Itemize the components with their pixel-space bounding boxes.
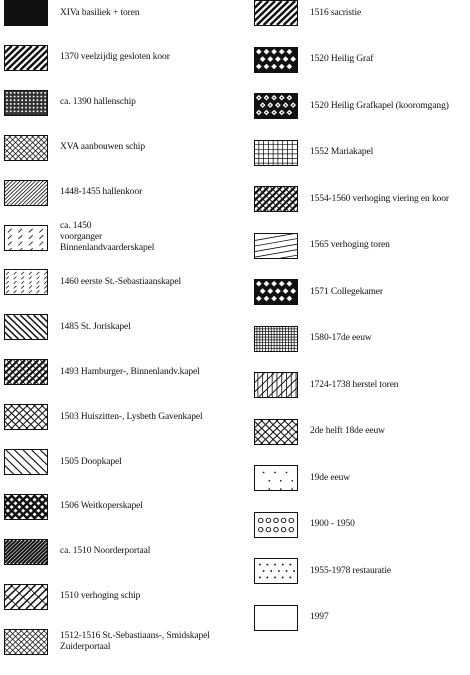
legend-label — [310, 566, 391, 577]
legend-item — [4, 359, 200, 385]
legend-label-line: 1565 verhoging toren — [310, 240, 390, 250]
legend-label — [60, 591, 140, 602]
legend-swatch — [4, 45, 48, 71]
legend-label — [60, 367, 200, 378]
legend-item — [254, 605, 329, 631]
legend-swatch — [254, 186, 298, 212]
legend-swatch — [254, 0, 298, 26]
legend-item — [254, 465, 350, 491]
legend-swatch — [4, 494, 48, 520]
legend-swatch — [254, 93, 298, 119]
legend-swatch — [4, 359, 48, 385]
legend-swatch — [254, 140, 298, 166]
legend-label-line: 1503 Huiszitten-, Lysbeth Gavenkapel — [60, 411, 203, 422]
legend-swatch — [4, 539, 48, 565]
legend-label — [60, 412, 203, 423]
legend-label-line: Zuiderportaal — [60, 641, 111, 652]
legend-label — [310, 101, 449, 112]
hatch-pattern — [255, 234, 297, 258]
legend-label-line: 1485 St. Joriskapel — [60, 321, 131, 332]
legend-label-line: 1370 veelzijdig gesloten koor — [60, 52, 170, 63]
legend-item — [254, 47, 373, 73]
legend-item — [4, 584, 140, 610]
legend-item — [254, 279, 383, 305]
legend-label — [60, 8, 140, 19]
legend-swatch — [254, 558, 298, 584]
legend-swatch — [254, 279, 298, 305]
legend-label — [60, 631, 210, 653]
legend-label — [60, 322, 131, 333]
legend-label — [310, 287, 383, 298]
hatch-pattern — [5, 540, 47, 564]
legend-swatch — [254, 419, 298, 445]
hatch-pattern — [5, 46, 47, 70]
legend-item — [254, 186, 449, 212]
legend-label-line: 2de helft 18de eeuw — [310, 426, 385, 436]
legend-label — [310, 194, 449, 205]
legend-label — [310, 240, 390, 251]
hatch-pattern — [5, 405, 47, 429]
legend-label-line: 1900 - 1950 — [310, 519, 355, 529]
legend-label — [310, 54, 373, 65]
legend-swatch — [254, 326, 298, 352]
hatch-pattern — [5, 181, 47, 205]
hatch-pattern — [255, 327, 297, 351]
legend-item — [4, 135, 145, 161]
legend-label-line: 1520 Heilig Grafkapel (kooromgang) — [310, 100, 449, 111]
legend-item — [254, 93, 449, 119]
legend-label-line: 19de eeuw — [310, 472, 350, 483]
legend-swatch — [254, 47, 298, 73]
legend-item — [4, 0, 140, 26]
legend-label — [60, 142, 145, 153]
hatch-pattern — [5, 495, 47, 519]
legend-item — [254, 326, 372, 352]
legend-label — [60, 97, 136, 108]
legend-label — [60, 546, 150, 557]
hatch-pattern — [5, 270, 47, 294]
legend-swatch — [254, 233, 298, 259]
legend-item — [254, 372, 398, 398]
legend-label — [310, 612, 329, 623]
legend-item — [4, 314, 131, 340]
legend-item — [4, 449, 122, 475]
hatch-pattern — [255, 513, 297, 537]
legend-swatch — [254, 465, 298, 491]
legend-item — [4, 629, 210, 655]
hatch-pattern — [255, 1, 297, 25]
legend-item — [254, 140, 373, 166]
legend-swatch — [4, 135, 48, 161]
legend-label-line: 1997 — [310, 612, 329, 622]
legend-swatch — [4, 404, 48, 430]
hatch-pattern — [5, 136, 47, 160]
legend-label-line: XVA aanbouwen schip — [60, 142, 145, 153]
legend-label-line: 1510 verhoging schip — [60, 591, 141, 602]
legend-label-line: 1520 Heilig Graf — [310, 54, 374, 64]
legend-swatch — [4, 180, 48, 206]
legend-label-line: Binnenlandvaarderskapel — [60, 243, 155, 253]
legend-swatch — [4, 269, 48, 295]
hatch-pattern — [5, 450, 47, 474]
legend-label-line: 1460 eerste St.-Sebastiaanskapel — [60, 276, 182, 287]
hatch-pattern — [255, 187, 297, 211]
legend-item — [254, 0, 361, 26]
legend-label-line: 1516 sacristie — [310, 7, 362, 18]
legend-label-line: ca. 1510 Noorderportaal — [60, 546, 151, 557]
legend-item — [254, 419, 385, 445]
legend-label-line: ca. 1390 hallenschip — [60, 97, 136, 108]
hatch-pattern — [5, 630, 47, 654]
legend-item — [4, 90, 136, 116]
legend-label — [310, 380, 398, 391]
hatch-pattern — [255, 420, 297, 444]
legend-label-line: 1505 Doopkapel — [60, 456, 122, 467]
legend-label — [60, 52, 170, 63]
legend-swatch — [254, 372, 298, 398]
legend-label-line: 1724-1738 herstel toren — [310, 379, 399, 390]
legend-label-line: 1955-1978 restauratie — [310, 565, 391, 576]
hatch-pattern — [5, 585, 47, 609]
legend-item — [254, 558, 391, 584]
legend-label-line: 1506 Weitkoperskapel — [60, 501, 143, 512]
hatch-pattern — [5, 226, 47, 250]
legend-label — [60, 221, 154, 254]
legend-swatch — [4, 629, 48, 655]
legend-label-line: 1512-1516 St.-Sebastiaans-, Smidskapel — [60, 630, 210, 641]
hatch-pattern — [255, 466, 297, 490]
legend-label — [310, 426, 385, 437]
hatch-pattern — [255, 48, 297, 72]
legend-label — [60, 277, 181, 288]
hatch-pattern — [5, 91, 47, 115]
hatch-pattern — [255, 373, 297, 397]
hatch-pattern — [255, 606, 297, 630]
legend-item — [4, 539, 150, 565]
legend-swatch — [4, 225, 48, 251]
hatch-pattern — [5, 315, 47, 339]
legend-label — [310, 519, 355, 530]
legend-label-line: ca. 1450 — [60, 221, 92, 231]
legend-label-line: 1552 Mariakapel — [310, 147, 374, 157]
legend-item — [254, 233, 390, 259]
legend-label-line: XIVa basiliek + toren — [60, 7, 140, 18]
legend-label-line: 1571 Collegekamer — [310, 286, 383, 297]
legend-item — [4, 404, 203, 430]
legend-item — [4, 45, 170, 71]
legend-label — [310, 333, 372, 344]
legend-label — [310, 147, 373, 158]
hatch-pattern — [255, 94, 297, 118]
legend-swatch — [4, 449, 48, 475]
legend-label — [310, 8, 361, 19]
legend-label-line: 1580-17de eeuw — [310, 333, 372, 343]
hatch-pattern — [255, 280, 297, 304]
legend-item — [254, 512, 355, 538]
legend-label-line: 1493 Hamburger-, Binnenlandv.kapel — [60, 366, 200, 377]
legend-label — [60, 457, 122, 468]
legend-label — [310, 473, 350, 484]
legend-label-line: voorganger — [60, 232, 103, 242]
hatch-pattern — [5, 360, 47, 384]
legend-item — [4, 269, 181, 295]
legend-swatch — [4, 90, 48, 116]
legend-item — [4, 180, 142, 206]
legend-swatch — [4, 584, 48, 610]
legend-swatch — [4, 0, 48, 26]
hatch-pattern — [5, 1, 47, 25]
legend-label — [60, 187, 142, 198]
legend-item — [4, 221, 155, 253]
legend-label — [60, 501, 143, 512]
legend-label-line: 1448-1455 hallenkoor — [60, 187, 143, 198]
hatch-pattern — [255, 141, 297, 165]
legend-swatch — [254, 512, 298, 538]
legend-item — [4, 494, 143, 520]
hatch-pattern — [255, 559, 297, 583]
legend-label-line: 1554-1560 verhoging viering en koor — [310, 193, 449, 204]
legend-swatch — [254, 605, 298, 631]
legend-swatch — [4, 314, 48, 340]
